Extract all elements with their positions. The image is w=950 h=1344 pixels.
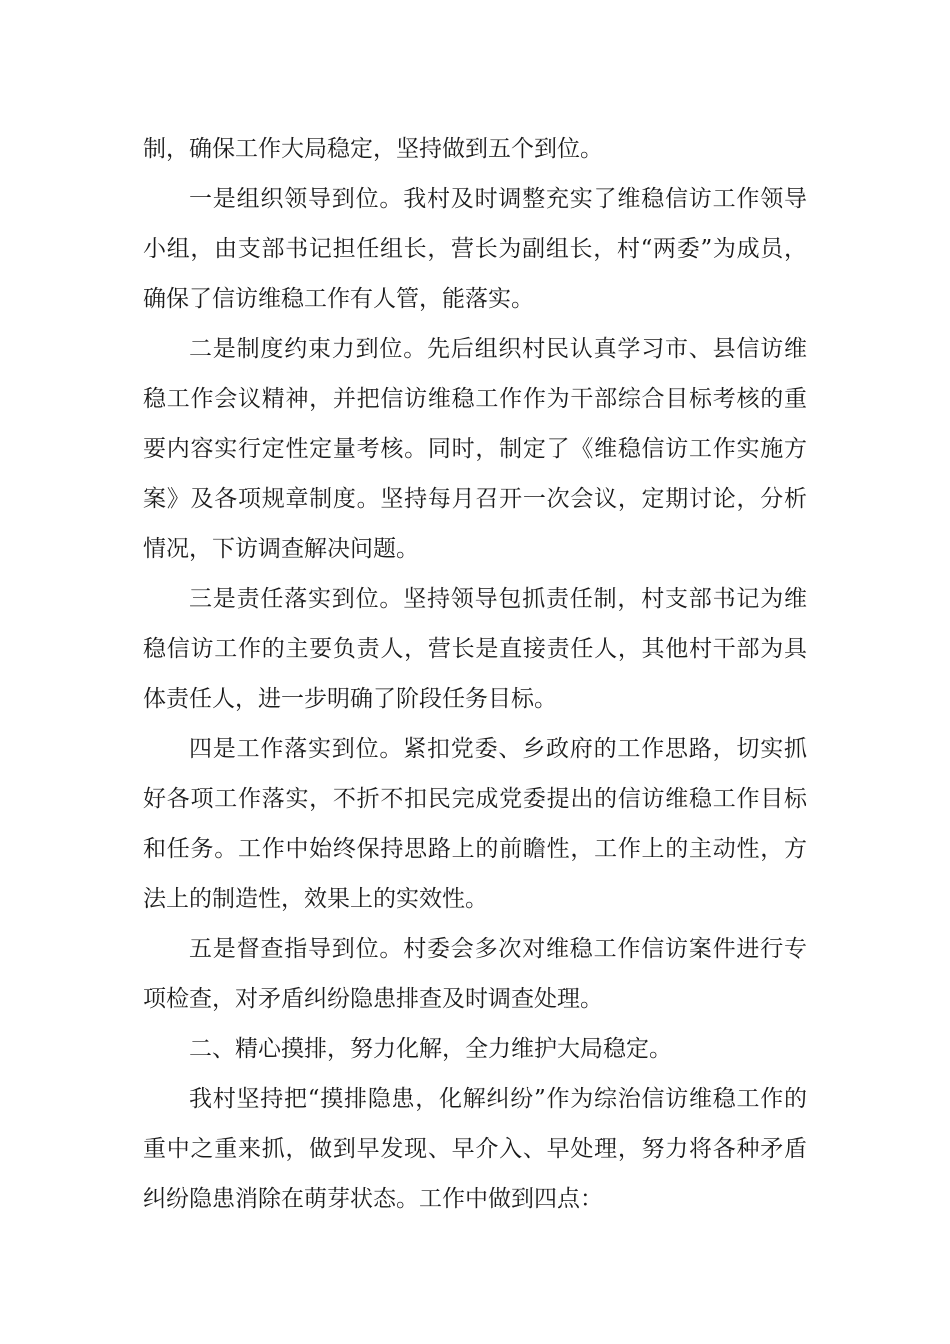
paragraph-screening: 我村坚持把“摸排隐患，化解纠纷”作为综治信访维稳工作的重中之重来抓，做到早发现、早介入、早处理，努力将各种矛盾纠纷隐患消除在萌芽状态。工作中做到四点： bbox=[143, 1086, 807, 1212]
paragraph-organization-leadership: 一是组织领导到位。我村及时调整充实了维稳信访工作领导小组，由支部书记担任组长，营长为副组长，村“两委”为成员，确保了信访维稳工作有人管，能落实。 bbox=[143, 186, 807, 312]
paragraph-work-implementation: 四是工作落实到位。紧扣党委、乡政府的工作思路，切实抓好各项工作落实，不折不扣民完成党委提出的信访维稳工作目标和任务。工作中始终保持思路上的前瞻性，工作上的主动性，方法上的制造性，效果上的实效性。 bbox=[143, 736, 807, 912]
paragraph-continuation: 制，确保工作大局稳定，坚持做到五个到位。 bbox=[143, 136, 603, 162]
section-heading-2: 二、精心摸排，努力化解，全力维护大局稳定。 bbox=[189, 1036, 672, 1062]
paragraph-responsibility: 三是责任落实到位。坚持领导包抓责任制，村支部书记为维稳信访工作的主要负责人，营长是直接责任人，其他村干部为具体责任人，进一步明确了阶段任务目标。 bbox=[143, 586, 807, 712]
paragraph-supervision: 五是督查指导到位。村委会多次对维稳工作信访案件进行专项检查，对矛盾纠纷隐患排查及时调查处理。 bbox=[143, 936, 807, 1012]
paragraph-system-constraint: 二是制度约束力到位。先后组织村民认真学习市、县信访维稳工作会议精神，并把信访维稳工作作为干部综合目标考核的重要内容实行定性定量考核。同时，制定了《维稳信访工作实施方案》及各项规章制度。坚持每月召开一次会议，定期讨论，分析情况，下访调查解决问题。 bbox=[143, 336, 807, 562]
document-body bbox=[143, 124, 807, 1224]
